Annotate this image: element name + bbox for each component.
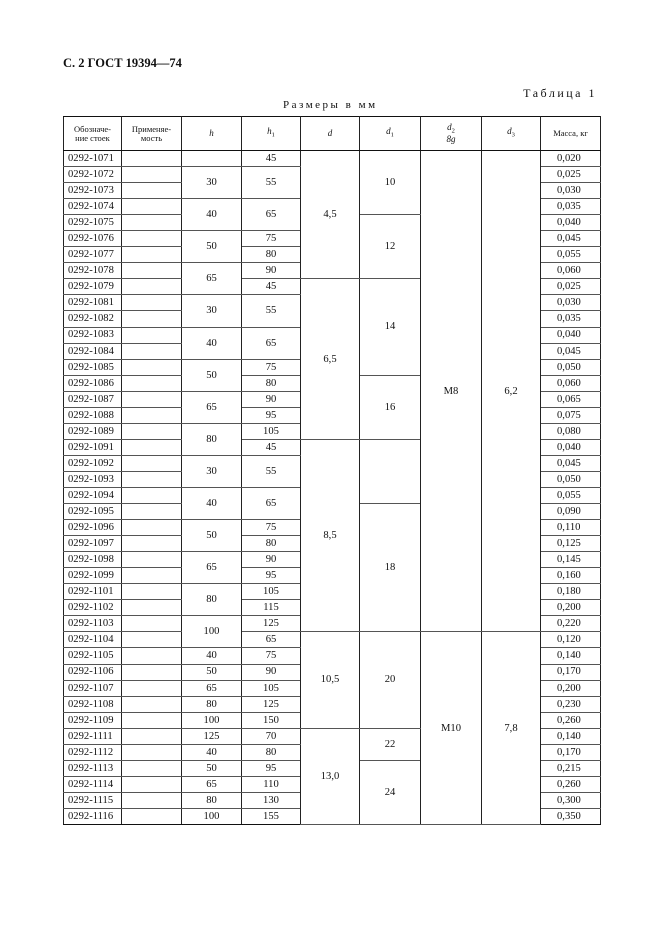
designation-cell: 0292-1103 bbox=[64, 616, 122, 632]
designation-cell: 0292-1079 bbox=[64, 279, 122, 295]
h1-cell: 95 bbox=[242, 568, 301, 584]
application-cell bbox=[122, 744, 182, 760]
h1-cell: 115 bbox=[242, 600, 301, 616]
mass-cell: 0,260 bbox=[541, 776, 601, 792]
mass-cell: 0,120 bbox=[541, 632, 601, 648]
application-cell bbox=[122, 471, 182, 487]
mass-cell: 0,035 bbox=[541, 199, 601, 215]
h1-cell: 80 bbox=[242, 536, 301, 552]
designation-cell: 0292-1078 bbox=[64, 263, 122, 279]
designation-cell: 0292-1073 bbox=[64, 183, 122, 199]
mass-cell: 0,215 bbox=[541, 760, 601, 776]
h-cell: 40 bbox=[182, 327, 242, 359]
h1-cell: 75 bbox=[242, 520, 301, 536]
application-cell bbox=[122, 151, 182, 167]
designation-cell: 0292-1093 bbox=[64, 471, 122, 487]
mass-cell: 0,050 bbox=[541, 359, 601, 375]
d2-cell: M10 bbox=[421, 632, 482, 825]
mass-cell: 0,300 bbox=[541, 792, 601, 808]
col-d1: $d_1$ bbox=[360, 117, 421, 151]
designation-cell: 0292-1112 bbox=[64, 744, 122, 760]
application-cell bbox=[122, 776, 182, 792]
mass-cell: 0,230 bbox=[541, 696, 601, 712]
col-designation: Обозначе- ние стоек bbox=[64, 117, 122, 151]
h-cell: 65 bbox=[182, 776, 242, 792]
h-cell: 30 bbox=[182, 295, 242, 327]
mass-cell: 0,110 bbox=[541, 520, 601, 536]
d3-cell: 6,2 bbox=[482, 151, 541, 632]
mass-cell: 0,080 bbox=[541, 423, 601, 439]
h1-cell: 65 bbox=[242, 632, 301, 648]
table-label: Таблица 1 bbox=[523, 86, 597, 100]
h1-cell: 125 bbox=[242, 696, 301, 712]
application-cell bbox=[122, 295, 182, 311]
designation-cell: 0292-1104 bbox=[64, 632, 122, 648]
mass-cell: 0,180 bbox=[541, 584, 601, 600]
application-cell bbox=[122, 520, 182, 536]
table-row bbox=[64, 632, 601, 648]
designation-cell: 0292-1106 bbox=[64, 664, 122, 680]
h1-cell: 65 bbox=[242, 327, 301, 359]
designation-cell: 0292-1111 bbox=[64, 728, 122, 744]
h-cell: 80 bbox=[182, 423, 242, 455]
application-cell bbox=[122, 808, 182, 824]
designation-cell: 0292-1116 bbox=[64, 808, 122, 824]
h1-cell: 70 bbox=[242, 728, 301, 744]
mass-cell: 0,350 bbox=[541, 808, 601, 824]
designation-cell: 0292-1114 bbox=[64, 776, 122, 792]
d1-cell: 16 bbox=[360, 375, 421, 439]
h-cell: 65 bbox=[182, 391, 242, 423]
application-cell bbox=[122, 760, 182, 776]
h-cell: 50 bbox=[182, 760, 242, 776]
application-cell bbox=[122, 263, 182, 279]
application-cell bbox=[122, 632, 182, 648]
designation-cell: 0292-1086 bbox=[64, 375, 122, 391]
h1-cell: 130 bbox=[242, 792, 301, 808]
designation-cell: 0292-1087 bbox=[64, 391, 122, 407]
designation-cell: 0292-1074 bbox=[64, 199, 122, 215]
mass-cell: 0,055 bbox=[541, 487, 601, 503]
h1-cell: 105 bbox=[242, 584, 301, 600]
dimensions-table bbox=[63, 116, 601, 825]
mass-cell: 0,065 bbox=[541, 391, 601, 407]
h1-cell: 90 bbox=[242, 552, 301, 568]
mass-cell: 0,260 bbox=[541, 712, 601, 728]
designation-cell: 0292-1092 bbox=[64, 455, 122, 471]
application-cell bbox=[122, 423, 182, 439]
col-h: h bbox=[182, 117, 242, 151]
designation-cell: 0292-1082 bbox=[64, 311, 122, 327]
h-cell: 65 bbox=[182, 680, 242, 696]
application-cell bbox=[122, 407, 182, 423]
designation-cell: 0292-1077 bbox=[64, 247, 122, 263]
mass-cell: 0,145 bbox=[541, 552, 601, 568]
mass-cell: 0,025 bbox=[541, 279, 601, 295]
h1-cell: 45 bbox=[242, 439, 301, 455]
designation-cell: 0292-1084 bbox=[64, 343, 122, 359]
designation-cell: 0292-1101 bbox=[64, 584, 122, 600]
application-cell bbox=[122, 167, 182, 183]
table-caption: Размеры в мм bbox=[283, 99, 378, 111]
h1-cell: 90 bbox=[242, 664, 301, 680]
col-d: d bbox=[301, 117, 360, 151]
h-cell: 40 bbox=[182, 744, 242, 760]
mass-cell: 0,125 bbox=[541, 536, 601, 552]
application-cell bbox=[122, 279, 182, 295]
mass-cell: 0,045 bbox=[541, 455, 601, 471]
application-cell bbox=[122, 664, 182, 680]
mass-cell: 0,200 bbox=[541, 600, 601, 616]
d1-cell: 12 bbox=[360, 215, 421, 279]
col-h1: $h_1$ bbox=[242, 117, 301, 151]
h1-cell: 125 bbox=[242, 616, 301, 632]
application-cell bbox=[122, 439, 182, 455]
designation-cell: 0292-1088 bbox=[64, 407, 122, 423]
h1-cell: 55 bbox=[242, 455, 301, 487]
application-cell bbox=[122, 359, 182, 375]
designation-cell: 0292-1075 bbox=[64, 215, 122, 231]
d1-cell: 18 bbox=[360, 504, 421, 632]
application-cell bbox=[122, 311, 182, 327]
h-cell: 40 bbox=[182, 199, 242, 231]
col-d3: $d_3$ bbox=[482, 117, 541, 151]
application-cell bbox=[122, 584, 182, 600]
mass-cell: 0,090 bbox=[541, 504, 601, 520]
mass-cell: 0,025 bbox=[541, 167, 601, 183]
designation-cell: 0292-1072 bbox=[64, 167, 122, 183]
application-cell bbox=[122, 616, 182, 632]
designation-cell: 0292-1081 bbox=[64, 295, 122, 311]
h-cell: 65 bbox=[182, 552, 242, 584]
d-cell: 4,5 bbox=[301, 151, 360, 279]
application-cell bbox=[122, 455, 182, 471]
application-cell bbox=[122, 504, 182, 520]
h1-cell: 65 bbox=[242, 199, 301, 231]
application-cell bbox=[122, 552, 182, 568]
mass-cell: 0,170 bbox=[541, 664, 601, 680]
h-cell: 30 bbox=[182, 455, 242, 487]
h1-cell: 80 bbox=[242, 375, 301, 391]
h1-cell: 45 bbox=[242, 151, 301, 167]
application-cell bbox=[122, 712, 182, 728]
h-cell: 50 bbox=[182, 231, 242, 263]
h1-cell: 75 bbox=[242, 231, 301, 247]
h1-cell: 65 bbox=[242, 487, 301, 519]
h1-cell: 95 bbox=[242, 407, 301, 423]
h-cell: 50 bbox=[182, 520, 242, 552]
page-header: С. 2 ГОСТ 19394—74 bbox=[63, 56, 182, 70]
mass-cell: 0,140 bbox=[541, 728, 601, 744]
h1-cell: 45 bbox=[242, 279, 301, 295]
h1-cell: 90 bbox=[242, 391, 301, 407]
d1-cell: 14 bbox=[360, 279, 421, 375]
designation-cell: 0292-1102 bbox=[64, 600, 122, 616]
mass-cell: 0,030 bbox=[541, 183, 601, 199]
application-cell bbox=[122, 680, 182, 696]
designation-cell: 0292-1113 bbox=[64, 760, 122, 776]
h1-cell: 95 bbox=[242, 760, 301, 776]
h-cell: 50 bbox=[182, 664, 242, 680]
application-cell bbox=[122, 375, 182, 391]
d-cell: 13,0 bbox=[301, 728, 360, 824]
mass-cell: 0,200 bbox=[541, 680, 601, 696]
application-cell bbox=[122, 247, 182, 263]
designation-cell: 0292-1096 bbox=[64, 520, 122, 536]
application-cell bbox=[122, 728, 182, 744]
h1-cell: 105 bbox=[242, 423, 301, 439]
application-cell bbox=[122, 696, 182, 712]
designation-cell: 0292-1107 bbox=[64, 680, 122, 696]
mass-cell: 0,040 bbox=[541, 439, 601, 455]
d1-cell: 24 bbox=[360, 760, 421, 824]
d-cell: 6,5 bbox=[301, 279, 360, 439]
application-cell bbox=[122, 568, 182, 584]
h1-cell: 80 bbox=[242, 247, 301, 263]
designation-cell: 0292-1095 bbox=[64, 504, 122, 520]
d1-cell: 22 bbox=[360, 728, 421, 760]
mass-cell: 0,170 bbox=[541, 744, 601, 760]
col-application: Применяе- мость bbox=[122, 117, 182, 151]
h-cell bbox=[182, 151, 242, 167]
h1-cell: 75 bbox=[242, 648, 301, 664]
designation-cell: 0292-1071 bbox=[64, 151, 122, 167]
h1-cell: 90 bbox=[242, 263, 301, 279]
mass-cell: 0,220 bbox=[541, 616, 601, 632]
mass-cell: 0,075 bbox=[541, 407, 601, 423]
application-cell bbox=[122, 183, 182, 199]
d-cell: 8,5 bbox=[301, 439, 360, 632]
d3-cell: 7,8 bbox=[482, 632, 541, 825]
designation-cell: 0292-1091 bbox=[64, 439, 122, 455]
designation-cell: 0292-1094 bbox=[64, 487, 122, 503]
mass-cell: 0,060 bbox=[541, 375, 601, 391]
h1-cell: 80 bbox=[242, 744, 301, 760]
designation-cell: 0292-1089 bbox=[64, 423, 122, 439]
h-cell: 65 bbox=[182, 263, 242, 295]
application-cell bbox=[122, 792, 182, 808]
application-cell bbox=[122, 215, 182, 231]
designation-cell: 0292-1108 bbox=[64, 696, 122, 712]
h-cell: 80 bbox=[182, 696, 242, 712]
application-cell bbox=[122, 536, 182, 552]
mass-cell: 0,045 bbox=[541, 231, 601, 247]
mass-cell: 0,140 bbox=[541, 648, 601, 664]
col-d2: $d_2$ 8g bbox=[421, 117, 482, 151]
h-cell: 80 bbox=[182, 584, 242, 616]
d1-cell bbox=[360, 439, 421, 503]
designation-cell: 0292-1097 bbox=[64, 536, 122, 552]
d1-cell: 20 bbox=[360, 632, 421, 728]
application-cell bbox=[122, 648, 182, 664]
h-cell: 100 bbox=[182, 616, 242, 648]
col-mass: Масса, кг bbox=[541, 117, 601, 151]
application-cell bbox=[122, 487, 182, 503]
h-cell: 100 bbox=[182, 712, 242, 728]
mass-cell: 0,050 bbox=[541, 471, 601, 487]
mass-cell: 0,030 bbox=[541, 295, 601, 311]
h-cell: 50 bbox=[182, 359, 242, 391]
designation-cell: 0292-1083 bbox=[64, 327, 122, 343]
h-cell: 40 bbox=[182, 487, 242, 519]
mass-cell: 0,035 bbox=[541, 311, 601, 327]
h1-cell: 75 bbox=[242, 359, 301, 375]
d1-cell: 10 bbox=[360, 151, 421, 215]
mass-cell: 0,055 bbox=[541, 247, 601, 263]
application-cell bbox=[122, 600, 182, 616]
h1-cell: 150 bbox=[242, 712, 301, 728]
h-cell: 125 bbox=[182, 728, 242, 744]
h1-cell: 55 bbox=[242, 295, 301, 327]
designation-cell: 0292-1076 bbox=[64, 231, 122, 247]
mass-cell: 0,040 bbox=[541, 327, 601, 343]
h-cell: 40 bbox=[182, 648, 242, 664]
mass-cell: 0,045 bbox=[541, 343, 601, 359]
d-cell: 10,5 bbox=[301, 632, 360, 728]
h1-cell: 55 bbox=[242, 167, 301, 199]
designation-cell: 0292-1098 bbox=[64, 552, 122, 568]
designation-cell: 0292-1115 bbox=[64, 792, 122, 808]
table-row bbox=[64, 151, 601, 167]
designation-cell: 0292-1105 bbox=[64, 648, 122, 664]
application-cell bbox=[122, 391, 182, 407]
h-cell: 30 bbox=[182, 167, 242, 199]
designation-cell: 0292-1085 bbox=[64, 359, 122, 375]
h-cell: 80 bbox=[182, 792, 242, 808]
h1-cell: 155 bbox=[242, 808, 301, 824]
application-cell bbox=[122, 327, 182, 343]
h-cell: 100 bbox=[182, 808, 242, 824]
d2-cell: M8 bbox=[421, 151, 482, 632]
application-cell bbox=[122, 199, 182, 215]
application-cell bbox=[122, 231, 182, 247]
h1-cell: 110 bbox=[242, 776, 301, 792]
mass-cell: 0,040 bbox=[541, 215, 601, 231]
mass-cell: 0,060 bbox=[541, 263, 601, 279]
mass-cell: 0,160 bbox=[541, 568, 601, 584]
application-cell bbox=[122, 343, 182, 359]
designation-cell: 0292-1109 bbox=[64, 712, 122, 728]
designation-cell: 0292-1099 bbox=[64, 568, 122, 584]
h1-cell: 105 bbox=[242, 680, 301, 696]
mass-cell: 0,020 bbox=[541, 151, 601, 167]
